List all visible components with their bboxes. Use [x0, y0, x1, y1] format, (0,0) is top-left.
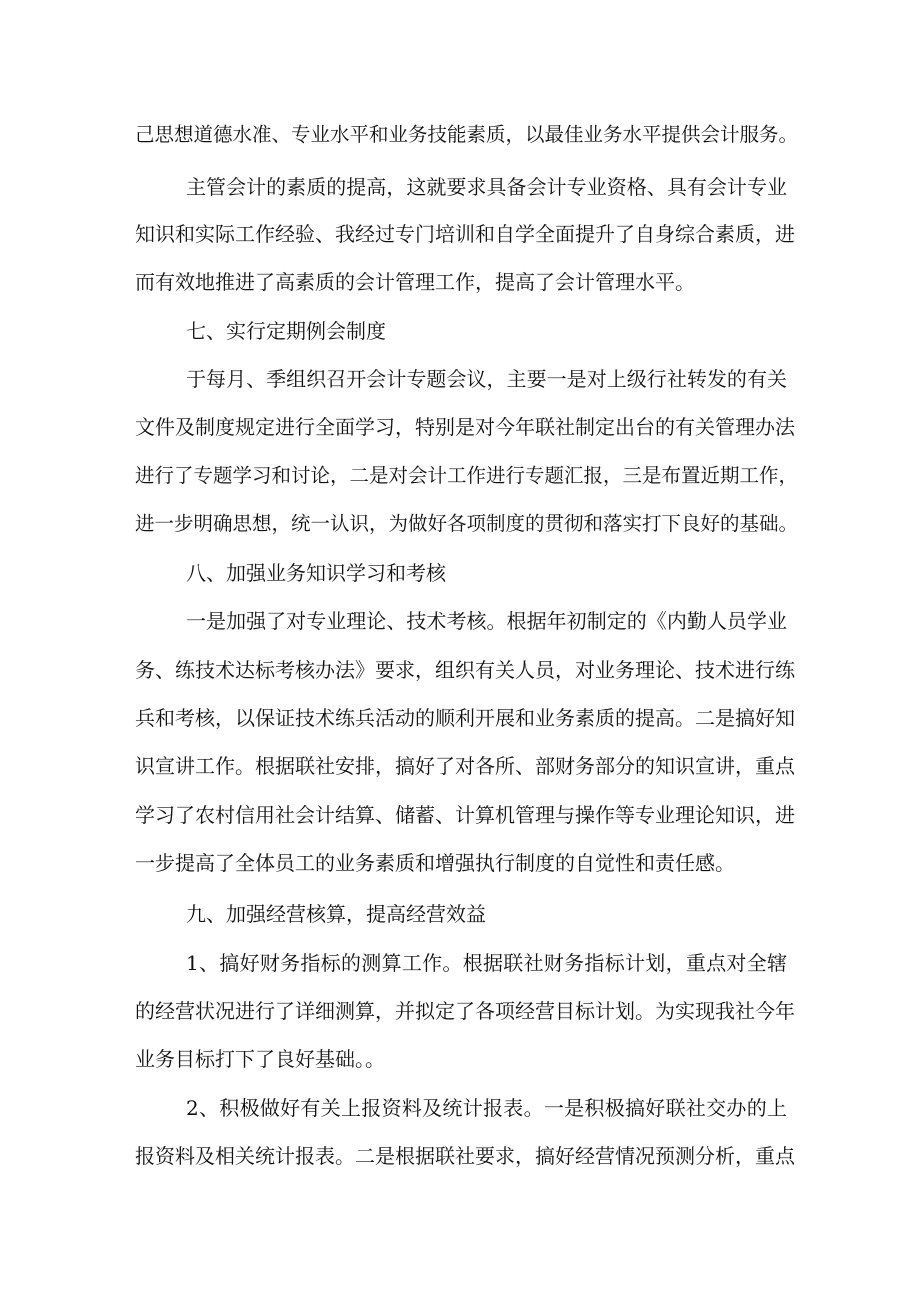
- text-line: 文件及制度规定进行全面学习，特别是对今年联社制定出台的有关管理办法: [135, 415, 795, 439]
- section-heading: 七、实行定期例会制度: [186, 319, 386, 343]
- text-line: 己思想道德水准、专业水平和业务技能素质，以最佳业务水平提供会计服务。: [135, 123, 799, 146]
- text-line: 务、练技术达标考核办法》要求，组织有关人员，对业务理论、技术进行练: [135, 658, 795, 682]
- text-line: 兵和考核，以保证技术练兵活动的顺利开展和业务素质的提高。二是搞好知: [135, 706, 795, 730]
- text-line: 而有效地推进了高素质的会计管理工作，提高了会计管理水平。: [135, 270, 695, 294]
- text-line: 的经营状况进行了详细测算，并拟定了各项经营目标计划。为实现我社今年: [135, 999, 795, 1023]
- text-line: 知识和实际工作经验、我经过专门培训和自学全面提升了自身综合素质，进: [135, 222, 795, 246]
- text-line: 报资料及相关统计报表。二是根据联社要求，搞好经营情况预测分析，重点: [135, 1144, 795, 1168]
- section-heading: 八、加强业务知识学习和考核: [186, 561, 446, 585]
- text-line: 2、积极做好有关上报资料及统计报表。一是积极搞好联社交办的上: [186, 1096, 787, 1120]
- text-line: 一步提高了全体员工的业务素质和增强执行制度的自觉性和责任感。: [135, 851, 735, 875]
- text-line: 进一步明确思想，统一认识，为做好各项制度的贯彻和落实打下良好的基础。: [135, 512, 799, 535]
- section-heading: 九、加强经营核算，提高经营效益: [186, 902, 486, 926]
- text-line: 识宣讲工作。根据联社安排，搞好了对各所、部财务部分的知识宣讲，重点: [135, 754, 795, 778]
- text-line: 业务目标打下了良好基础。。: [135, 1047, 385, 1071]
- text-line: 学习了农村信用社会计结算、储蓄、计算机管理与操作等专业理论知识，进: [135, 803, 795, 827]
- text-line: 于每月、季组织召开会计专题会议，主要一是对上级行社转发的有关: [186, 367, 787, 391]
- text-line: 一是加强了对专业理论、技术考核。根据年初制定的《内勤人员学业: [186, 609, 787, 633]
- text-line: 主管会计的素质的提高，这就要求具备会计专业资格、具有会计专业: [186, 175, 787, 199]
- text-line: 进行了专题学习和讨论，二是对会计工作进行专题汇报，三是布置近期工作，: [135, 464, 799, 487]
- text-line: 1、搞好财务指标的测算工作。根据联社财务指标计划，重点对全辖: [186, 951, 787, 975]
